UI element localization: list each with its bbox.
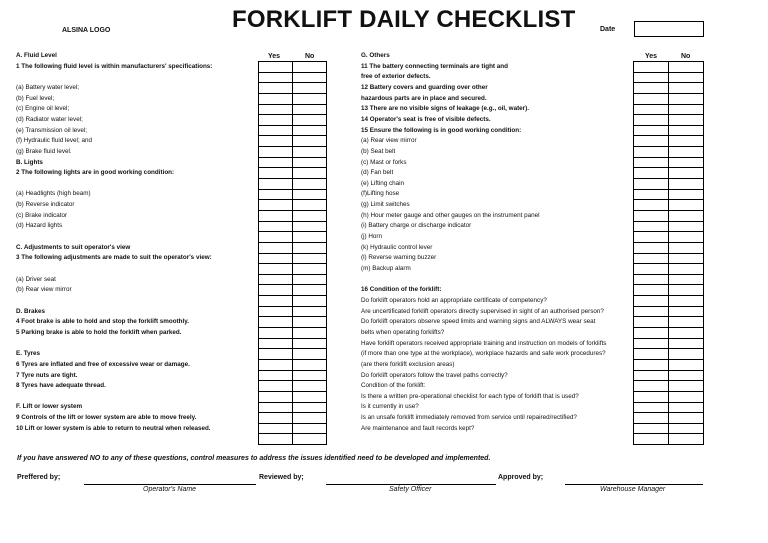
answer-no-cell[interactable] <box>293 391 327 402</box>
question-line: Do forklift operators hold an appropriate certificate of competency? <box>361 296 547 304</box>
answer-no-cell[interactable] <box>669 402 704 413</box>
question-line: (j) Horn <box>361 233 382 241</box>
question-line: Do forklift operators follow the travel paths correctly? <box>361 371 508 379</box>
answer-yes-cell[interactable] <box>634 434 669 445</box>
footer-note: If you have answered NO to any of these questions, control measures to address the issues identified need to be developed and implemented. <box>17 455 491 462</box>
question-line: (if more than one type at the workplace), workplace hazards and safe work procedures? <box>361 350 606 358</box>
answer-yes-cell[interactable] <box>634 83 669 94</box>
question-line: (l) Reverse warning buzzer <box>361 254 437 262</box>
answer-yes-cell[interactable] <box>634 413 669 424</box>
answer-no-cell[interactable] <box>669 157 704 168</box>
question-line: Do forklift operators observe speed limits and warning signs and ALWAYS wear seat <box>361 318 596 326</box>
answer-no-cell[interactable] <box>293 179 327 190</box>
answer-yes-cell[interactable] <box>634 157 669 168</box>
answer-no-cell[interactable] <box>293 359 327 370</box>
left-answer-grid <box>258 61 327 445</box>
answer-yes-cell[interactable] <box>259 253 293 264</box>
question-line: 11 The battery connecting terminals are tight and <box>361 62 508 70</box>
question-line: E. Tyres <box>16 350 41 358</box>
left-no-header: No <box>305 53 315 60</box>
answer-yes-cell[interactable] <box>259 62 293 73</box>
answer-yes-cell[interactable] <box>259 296 293 307</box>
answer-yes-cell[interactable] <box>259 179 293 190</box>
answer-yes-cell[interactable] <box>259 104 293 115</box>
answer-yes-cell[interactable] <box>634 125 669 136</box>
question-line: (a) Battery water level; <box>16 83 79 91</box>
answer-no-cell[interactable] <box>669 434 704 445</box>
question-line: G. Others <box>361 52 390 59</box>
answer-no-cell[interactable] <box>293 147 327 158</box>
answer-yes-cell[interactable] <box>634 72 669 83</box>
answer-no-cell[interactable] <box>669 328 704 339</box>
question-line: (k) Hydraulic control lever <box>361 243 433 251</box>
answer-no-cell[interactable] <box>293 338 327 349</box>
answer-no-cell[interactable] <box>293 104 327 115</box>
answer-yes-cell[interactable] <box>259 168 293 179</box>
answer-no-cell[interactable] <box>293 253 327 264</box>
question-line: Is it currently in use? <box>361 403 419 411</box>
answer-no-cell[interactable] <box>293 72 327 83</box>
question-line: C. Adjustments to suit operator's view <box>16 243 131 251</box>
question-line: (m) Backup alarm <box>361 265 411 272</box>
answer-yes-cell[interactable] <box>634 317 669 328</box>
answer-yes-cell[interactable] <box>634 62 669 73</box>
question-line: (c) Engine oil level; <box>16 105 70 113</box>
answer-yes-cell[interactable] <box>634 253 669 264</box>
question-line: B. Lights <box>16 158 43 166</box>
answer-yes-cell[interactable] <box>634 306 669 317</box>
question-line: 13 There are no visible signs of leakage (e.g., oil, water). <box>361 105 529 113</box>
answer-no-cell[interactable] <box>293 306 327 317</box>
question-line: 12 Battery covers and guarding over other <box>361 83 488 91</box>
answer-no-cell[interactable] <box>293 296 327 307</box>
question-line: (f) Hydraulic fluid level; and <box>16 137 92 145</box>
answer-yes-cell[interactable] <box>259 242 293 253</box>
question-line: (a) Driver seat <box>16 275 56 283</box>
answer-no-cell[interactable] <box>293 83 327 94</box>
answer-no-cell[interactable] <box>293 221 327 232</box>
answer-yes-cell[interactable] <box>259 285 293 296</box>
question-line: D. Brakes <box>16 307 46 315</box>
answer-yes-cell[interactable] <box>634 285 669 296</box>
question-line: (a) Headlights (high beam) <box>16 190 91 198</box>
answer-yes-cell[interactable] <box>634 381 669 392</box>
answer-no-cell[interactable] <box>669 232 704 243</box>
answer-no-cell[interactable] <box>293 125 327 136</box>
answer-yes-cell[interactable] <box>634 221 669 232</box>
answer-yes-cell[interactable] <box>634 200 669 211</box>
answer-no-cell[interactable] <box>293 370 327 381</box>
answer-yes-cell[interactable] <box>634 210 669 221</box>
answer-no-cell[interactable] <box>293 434 327 445</box>
answer-yes-cell[interactable] <box>259 413 293 424</box>
answer-yes-cell[interactable] <box>634 168 669 179</box>
answer-no-cell[interactable] <box>669 264 704 275</box>
answer-no-cell[interactable] <box>293 62 327 73</box>
question-line: Are uncertificated forklift operators directly supervised in sight of an authorised person? <box>361 307 604 315</box>
question-line: (a) Rear view mirror <box>361 137 417 145</box>
question-line: (b) Rear view mirror <box>16 286 72 294</box>
question-line: 9 Controls of the lift or lower system are able to move freely. <box>16 414 197 422</box>
answer-no-cell[interactable] <box>293 317 327 328</box>
answer-yes-cell[interactable] <box>259 391 293 402</box>
answer-no-cell[interactable] <box>669 210 704 221</box>
answer-yes-cell[interactable] <box>634 338 669 349</box>
question-line: 4 Foot brake is able to hold and stop the forklift smoothly. <box>16 318 190 326</box>
answer-no-cell[interactable] <box>293 200 327 211</box>
question-line: (g) Limit switches <box>361 201 410 209</box>
answer-yes-cell[interactable] <box>634 391 669 402</box>
answer-yes-cell[interactable] <box>634 402 669 413</box>
answer-yes-cell[interactable] <box>259 423 293 434</box>
answer-yes-cell[interactable] <box>634 147 669 158</box>
answer-no-cell[interactable] <box>669 381 704 392</box>
answer-no-cell[interactable] <box>669 338 704 349</box>
answer-yes-cell[interactable] <box>259 125 293 136</box>
question-line: 16 Condition of the forklift: <box>361 286 442 294</box>
right-yes-header: Yes <box>645 53 658 60</box>
answer-no-cell[interactable] <box>293 115 327 126</box>
question-line: 10 Lift or lower system is able to return to neutral when released. <box>16 424 211 432</box>
question-line: (f)Lifting hose <box>361 190 400 198</box>
answer-no-cell[interactable] <box>669 104 704 115</box>
answer-yes-cell[interactable] <box>634 104 669 115</box>
company-logo-placeholder: ALSINA LOGO <box>62 27 111 34</box>
answer-no-cell[interactable] <box>293 423 327 434</box>
answer-yes-cell[interactable] <box>259 264 293 275</box>
answer-no-cell[interactable] <box>669 370 704 381</box>
answer-no-cell[interactable] <box>293 264 327 275</box>
question-line: 2 The following lights are in good working condition: <box>16 169 175 177</box>
question-line: free of exterior defects. <box>361 73 431 81</box>
answer-yes-cell[interactable] <box>259 189 293 200</box>
warehouse-manager-caption: Warehouse Manager <box>600 486 666 493</box>
reviewed-by-signature-line[interactable] <box>326 484 496 485</box>
answer-no-cell[interactable] <box>293 402 327 413</box>
answer-yes-cell[interactable] <box>634 179 669 190</box>
answer-no-cell[interactable] <box>293 168 327 179</box>
page-title: FORKLIFT DAILY CHECKLIST <box>232 6 576 33</box>
answer-yes-cell[interactable] <box>634 296 669 307</box>
question-line: (d) Fan belt <box>361 169 394 177</box>
answer-no-cell[interactable] <box>669 72 704 83</box>
question-line: (c) Mast or forks <box>361 158 407 166</box>
question-line: 8 Tyres have adequate thread. <box>16 382 106 390</box>
question-line: (b) Fuel level; <box>16 94 55 102</box>
question-line: (b) Reverse indicator <box>16 201 75 209</box>
answer-no-cell[interactable] <box>293 274 327 285</box>
answer-no-cell[interactable] <box>669 413 704 424</box>
answer-yes-cell[interactable] <box>259 306 293 317</box>
question-line: (b) Seat belt <box>361 147 396 155</box>
answer-no-cell[interactable] <box>669 147 704 158</box>
answer-no-cell[interactable] <box>669 274 704 285</box>
right-answer-grid <box>633 61 704 445</box>
answer-no-cell[interactable] <box>669 253 704 264</box>
safety-officer-caption: Safety Officer <box>389 486 432 493</box>
answer-yes-cell[interactable] <box>259 338 293 349</box>
answer-no-cell[interactable] <box>669 83 704 94</box>
answer-yes-cell[interactable] <box>634 136 669 147</box>
answer-no-cell[interactable] <box>669 296 704 307</box>
answer-yes-cell[interactable] <box>634 115 669 126</box>
answer-yes-cell[interactable] <box>259 200 293 211</box>
answer-no-cell[interactable] <box>669 189 704 200</box>
prepared-by-signature-line[interactable] <box>84 484 256 485</box>
answer-no-cell[interactable] <box>293 413 327 424</box>
answer-yes-cell[interactable] <box>634 93 669 104</box>
answer-yes-cell[interactable] <box>259 136 293 147</box>
answer-yes-cell[interactable] <box>259 274 293 285</box>
question-line: 3 The following adjustments are made to suit the operator's view: <box>16 254 212 262</box>
answer-yes-cell[interactable] <box>259 328 293 339</box>
left-yes-header: Yes <box>268 53 281 60</box>
answer-no-cell[interactable] <box>293 157 327 168</box>
answer-yes-cell[interactable] <box>259 72 293 83</box>
question-line: 14 Operator's seat is free of visible defects. <box>361 115 491 123</box>
answer-no-cell[interactable] <box>669 391 704 402</box>
answer-yes-cell[interactable] <box>259 359 293 370</box>
answer-no-cell[interactable] <box>669 359 704 370</box>
answer-yes-cell[interactable] <box>634 370 669 381</box>
answer-yes-cell[interactable] <box>259 402 293 413</box>
question-line: A. Fluid Level <box>16 52 57 59</box>
answer-no-cell[interactable] <box>293 210 327 221</box>
operator-name-caption: Operator's Name <box>143 486 197 493</box>
right-no-header: No <box>681 53 691 60</box>
answer-no-cell[interactable] <box>669 125 704 136</box>
question-line: Condition of the forklift: <box>361 382 426 390</box>
answer-no-cell[interactable] <box>293 189 327 200</box>
answer-no-cell[interactable] <box>669 349 704 360</box>
answer-no-cell[interactable] <box>293 349 327 360</box>
question-line: (h) Hour meter gauge and other gauges on the instrument panel <box>361 211 540 219</box>
answer-yes-cell[interactable] <box>634 264 669 275</box>
answer-yes-cell[interactable] <box>259 349 293 360</box>
answer-yes-cell[interactable] <box>259 381 293 392</box>
answer-no-cell[interactable] <box>669 221 704 232</box>
answer-no-cell[interactable] <box>669 136 704 147</box>
answer-no-cell[interactable] <box>293 285 327 296</box>
answer-no-cell[interactable] <box>669 306 704 317</box>
answer-yes-cell[interactable] <box>634 232 669 243</box>
reviewed-by-label: Reviewed by; <box>259 474 304 481</box>
answer-yes-cell[interactable] <box>259 93 293 104</box>
question-line: (g) Brake fluid level. <box>16 147 72 155</box>
answer-no-cell[interactable] <box>669 115 704 126</box>
answer-yes-cell[interactable] <box>634 242 669 253</box>
question-line: (e) Lifting chain <box>361 179 405 187</box>
answer-yes-cell[interactable] <box>259 434 293 445</box>
question-line: F. Lift or lower system <box>16 403 83 411</box>
question-line: belts when operating forklifts? <box>361 328 445 336</box>
answer-no-cell[interactable] <box>293 136 327 147</box>
answer-no-cell[interactable] <box>669 200 704 211</box>
answer-yes-cell[interactable] <box>634 189 669 200</box>
answer-yes-cell[interactable] <box>634 423 669 434</box>
answer-yes-cell[interactable] <box>259 115 293 126</box>
answer-no-cell[interactable] <box>293 93 327 104</box>
answer-yes-cell[interactable] <box>634 349 669 360</box>
answer-no-cell[interactable] <box>669 317 704 328</box>
question-line: Is an unsafe forklift immediately removed from service until repaired/rectified? <box>361 414 577 422</box>
question-line: (c) Brake indicator <box>16 211 68 219</box>
answer-yes-cell[interactable] <box>259 232 293 243</box>
question-line: (d) Radiator water level; <box>16 115 83 123</box>
answer-yes-cell[interactable] <box>259 317 293 328</box>
answer-yes-cell[interactable] <box>259 83 293 94</box>
answer-no-cell[interactable] <box>669 179 704 190</box>
answer-yes-cell[interactable] <box>634 359 669 370</box>
answer-yes-cell[interactable] <box>259 210 293 221</box>
answer-no-cell[interactable] <box>669 423 704 434</box>
answer-yes-cell[interactable] <box>634 328 669 339</box>
question-line: hazardous parts are in place and secured. <box>361 94 487 102</box>
answer-no-cell[interactable] <box>293 381 327 392</box>
answer-yes-cell[interactable] <box>259 221 293 232</box>
answer-yes-cell[interactable] <box>259 157 293 168</box>
answer-no-cell[interactable] <box>293 328 327 339</box>
answer-no-cell[interactable] <box>669 242 704 253</box>
answer-yes-cell[interactable] <box>259 370 293 381</box>
answer-no-cell[interactable] <box>669 285 704 296</box>
answer-no-cell[interactable] <box>669 62 704 73</box>
answer-no-cell[interactable] <box>293 232 327 243</box>
date-field[interactable] <box>634 21 704 37</box>
answer-yes-cell[interactable] <box>634 274 669 285</box>
question-line: (e) Transmission oil level; <box>16 126 88 134</box>
question-line: (i) Battery charge or discharge indicator <box>361 222 472 230</box>
answer-no-cell[interactable] <box>293 242 327 253</box>
date-label: Date <box>600 26 616 33</box>
answer-no-cell[interactable] <box>669 168 704 179</box>
question-line: (are there forklift exclusion areas) <box>361 360 455 368</box>
prepared-by-label: Preffered by; <box>17 474 61 481</box>
approved-by-signature-line[interactable] <box>565 484 703 485</box>
question-line: (d) Hazard lights <box>16 222 63 230</box>
question-line: Have forklift operators received appropriate training and instruction on models of forklifts <box>361 339 607 347</box>
question-line: 15 Ensure the following is in good working condition: <box>361 126 522 134</box>
question-line: 1 The following fluid level is within manufacturers' specifications: <box>16 62 213 70</box>
question-line: 7 Tyre nuts are tight. <box>16 371 78 379</box>
answer-no-cell[interactable] <box>669 93 704 104</box>
question-line: Is there a written pre-operational checklist for each type of forklift that is used? <box>361 392 579 400</box>
answer-yes-cell[interactable] <box>259 147 293 158</box>
question-line: Are maintenance and fault records kept? <box>361 424 475 432</box>
question-line: 5 Parking brake is able to hold the forklift when parked. <box>16 328 182 336</box>
question-line: 6 Tyres are inflated and free of excessive wear or damage. <box>16 360 190 368</box>
approved-by-label: Approved by; <box>498 474 544 481</box>
